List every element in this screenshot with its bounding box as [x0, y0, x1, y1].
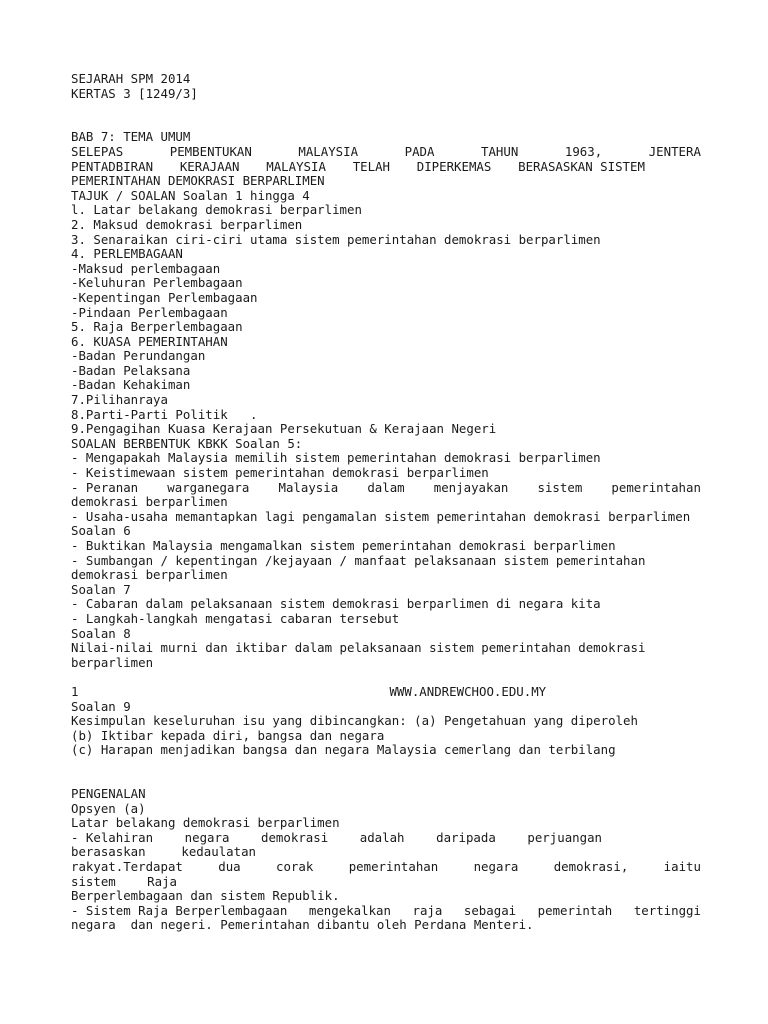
word: tertinggi	[633, 902, 701, 918]
page-number: 1	[71, 683, 79, 699]
word: menjayakan	[433, 479, 509, 495]
word: KERAJAAN	[179, 158, 240, 174]
word: negara	[473, 859, 519, 875]
word: iaitu	[663, 859, 701, 875]
word: SELEPAS	[71, 143, 124, 159]
text-line: 3. Senaraikan ciri-ciri utama sistem pemerintahan demokrasi berparlimen	[71, 231, 601, 247]
word: - Peranan	[71, 479, 139, 495]
text-line: - Usaha-usaha memantapkan lagi pengamalan sistem pemerintahan demokrasi berparlimen	[71, 508, 691, 524]
text-line: Berperlembagaan dan sistem Republik.	[71, 888, 340, 904]
text-line: - Keistimewaan sistem pemerintahan demokrasi berparlimen	[71, 465, 489, 481]
text-line: 5. Raja Berperlembagaan	[71, 319, 243, 335]
text-line: 9.Pengagihan Kuasa Kerajaan Persekutuan & Kerajaan Negeri	[71, 421, 497, 437]
text-line: PEMERINTAHAN DEMOKRASI BERPARLIMEN	[71, 173, 325, 189]
text-line: 7.Pilihanraya	[71, 392, 168, 408]
question-topics-cont	[71, 495, 701, 670]
text-line: Soalan 9	[71, 698, 131, 714]
word: adalah	[359, 829, 405, 845]
word: JENTERA	[648, 143, 701, 159]
word: raja	[412, 902, 443, 918]
text-line: -Badan Kehakiman	[71, 377, 191, 393]
paragraph-line	[71, 875, 177, 890]
word: kedaulatan	[181, 844, 256, 860]
text-line: berparlimen	[71, 654, 154, 670]
text-line: - Sumbangan / kepentingan /kejayaan / manfaat pelaksanaan sistem pemerintahan	[71, 552, 646, 568]
paragraph-line	[71, 845, 256, 860]
website-url: WWW.ANDREWCHOO.EDU.MY	[389, 683, 547, 699]
page-footer	[71, 685, 701, 700]
word: 1963,	[564, 143, 603, 159]
word: demokrasi	[261, 829, 329, 845]
doc-title: SEJARAH SPM 2014	[71, 71, 191, 86]
document-body	[71, 72, 701, 933]
conclusion-question	[71, 700, 701, 758]
theme-line-2	[71, 160, 645, 175]
word: MALAYSIA	[298, 143, 359, 159]
word: daripada	[436, 829, 496, 845]
text-line: -Keluhuran Perlembagaan	[71, 275, 243, 291]
text-line: demokrasi berparlimen	[71, 494, 228, 510]
word: PADA	[404, 143, 435, 159]
text-line: Opsyen (a)	[71, 800, 146, 816]
question-topics	[71, 174, 701, 480]
word: - Sistem Raja Berperlembagaan	[71, 902, 288, 918]
word: TAHUN	[481, 143, 519, 159]
word: corak	[276, 859, 314, 875]
paragraph-line	[71, 831, 602, 846]
word: rakyat.Terdapat	[71, 859, 183, 875]
introduction-section	[71, 787, 701, 831]
text-line: l. Latar belakang demokrasi berparlimen	[71, 202, 362, 218]
question-line	[71, 481, 701, 496]
text-line: -Maksud perlembagaan	[71, 260, 221, 276]
text-line: Kesimpulan keseluruhan isu yang dibincangkan: (a) Pengetahuan yang diperoleh	[71, 713, 638, 729]
word: PEMBENTUKAN	[169, 143, 252, 159]
word: berasaskan	[71, 844, 146, 860]
word: demokrasi,	[553, 859, 629, 875]
word: pemerintah	[537, 902, 613, 918]
text-line: 2. Maksud demokrasi berparlimen	[71, 216, 303, 232]
text-line: 6. KUASA PEMERINTAHAN	[71, 333, 228, 349]
text-line: Soalan 6	[71, 523, 131, 539]
text-line: Soalan 8	[71, 625, 131, 641]
word: MALAYSIA	[266, 158, 326, 174]
paper-code: KERTAS 3 [1249/3]	[71, 85, 198, 101]
text-line: negara dan negeri. Pemerintahan dibantu oleh Perdana Menteri.	[71, 917, 534, 933]
text-line: Nilai-nilai murni dan iktibar dalam pelaksanaan sistem pemerintahan demokrasi	[71, 640, 646, 656]
text-line: 8.Parti-Parti Politik .	[71, 406, 258, 422]
text-line: (b) Iktibar kepada diri, bangsa dan negara	[71, 727, 385, 743]
word: sebagai	[463, 902, 517, 918]
word: negara	[184, 829, 230, 845]
word: sistem	[71, 873, 116, 889]
text-line: PENGENALAN	[71, 786, 146, 802]
text-line: TAJUK / SOALAN Soalan 1 hingga 4	[71, 187, 310, 203]
theme-line-1	[71, 145, 701, 160]
text-line: -Badan Pelaksana	[71, 362, 191, 378]
word: warganegara	[167, 479, 250, 495]
text-line: - Buktikan Malaysia mengamalkan sistem pemerintahan demokrasi berparlimen	[71, 538, 616, 553]
text-line: -Pindaan Perlembagaan	[71, 304, 228, 320]
text-line: Soalan 7	[71, 581, 131, 597]
word: Raja	[147, 873, 177, 889]
text-line: - Cabaran dalam pelaksanaan sistem demokrasi berparlimen di negara kita	[71, 596, 601, 612]
word: DIPERKEMAS	[416, 158, 492, 174]
text-line: -Kepentingan Perlembagaan	[71, 289, 258, 305]
text-line: BAB 7: TEMA UMUM	[71, 129, 191, 145]
word: TELAH	[352, 158, 390, 174]
word: sistem	[537, 479, 583, 495]
word: pemerintahan	[611, 479, 701, 495]
text-line: demokrasi berparlimen	[71, 567, 228, 583]
paragraph-text	[71, 889, 701, 904]
word: pemerintahan	[348, 859, 439, 875]
text-line: -Badan Perundangan	[71, 348, 206, 364]
text-line: SOALAN BERBENTUK KBKK Soalan 5:	[71, 435, 303, 451]
text-line: - Langkah-langkah mengatasi cabaran tersebut	[71, 610, 400, 626]
text-line: Latar belakang demokrasi berparlimen	[71, 815, 340, 831]
word: PENTADBIRAN	[71, 158, 154, 174]
paragraph-line	[71, 860, 701, 875]
text-line: - Mengapakah Malaysia memilih sistem pemerintahan demokrasi berparlimen	[71, 450, 601, 466]
word: dua	[218, 859, 241, 875]
paragraph-line	[71, 904, 701, 919]
word: perjuangan	[527, 829, 602, 845]
chapter-heading	[71, 130, 701, 145]
paragraph-text	[71, 918, 701, 933]
word: dalam	[367, 479, 405, 495]
word: mengekalkan	[308, 902, 391, 918]
word: - Kelahiran	[71, 829, 154, 845]
text-line: 4. PERLEMBAGAAN	[71, 246, 183, 262]
text-line: (c) Harapan menjadikan bangsa dan negara Malaysia cemerlang dan terbilang	[71, 742, 616, 758]
word: BERASASKAN SISTEM	[518, 158, 645, 174]
word: Malaysia	[278, 479, 339, 495]
